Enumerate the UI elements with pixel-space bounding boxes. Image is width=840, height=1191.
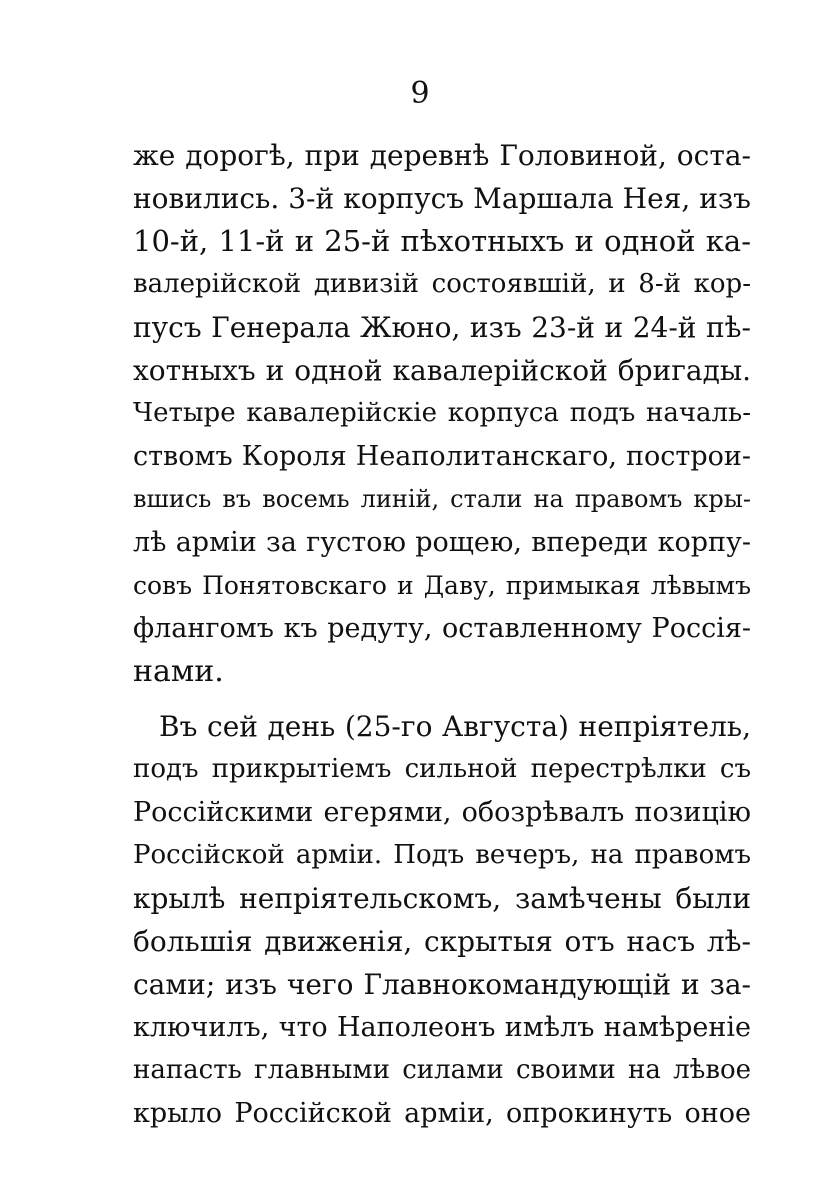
text-line: Четыре кавалерійскіе корпуса подъ началь- <box>133 398 751 428</box>
text-line: совъ Понятовскаго и Даву, примыкая лѣвымъ <box>133 571 751 600</box>
text-line: Въ сей день (25-го Августа) непріятель, <box>159 710 751 743</box>
paragraph-1 <box>133 134 751 693</box>
text-line: новились. 3-й корпусъ Маршала Нея, изъ <box>133 182 751 215</box>
paragraph-2 <box>133 705 751 1135</box>
text-line: сами; изъ чего Главнокомандующій и за- <box>133 968 751 1001</box>
body-text <box>133 134 751 1135</box>
text-line: нами. <box>133 654 224 689</box>
text-line: пусъ Генерала Жюно, изъ 23-й и 24-й пѣ- <box>133 311 751 344</box>
text-line: большія движенія, скрытыя отъ насъ лѣ- <box>133 925 751 958</box>
text-line: валерійской дивизій состоявшій, и 8-й кор- <box>133 269 751 299</box>
text-line: флангомъ къ редуту, оставленному Россія- <box>133 613 751 644</box>
text-line: крыло Россійской арміи, опрокинуть оное <box>133 1098 751 1129</box>
text-line: вшись въ восемь линій, стали на правомъ кры- <box>133 485 751 513</box>
text-line: хотныхъ и одной кавалерійской бригады. <box>133 354 751 387</box>
text-line: ключилъ, что Наполеонъ имѣлъ намѣреніе <box>133 1012 751 1043</box>
text-line: подъ прикрытіемъ сильной перестрѣлки съ <box>133 754 751 784</box>
page-number: 9 <box>410 76 430 111</box>
text-line: 10-й, 11-й и 25-й пѣхотныхъ и одной ка- <box>133 224 751 258</box>
text-line: Россійскими егерями, обозрѣвалъ позицію <box>133 797 751 828</box>
text-line: крылѣ непріятельскомъ, замѣчены были <box>133 882 751 915</box>
text-line: Россійской арміи. Подъ вечеръ, на правомъ <box>133 840 751 870</box>
text-line: лѣ арміи за густою рощею, впереди корпу- <box>133 527 751 558</box>
paragraph-gap <box>133 693 751 705</box>
text-line: же дорогѣ, при деревнѣ Головиной, оста- <box>133 139 751 172</box>
text-line: ствомъ Короля Неаполитанскаго, построи- <box>133 441 751 472</box>
text-line: напасть главными силами своими на лѣвое <box>133 1055 751 1085</box>
